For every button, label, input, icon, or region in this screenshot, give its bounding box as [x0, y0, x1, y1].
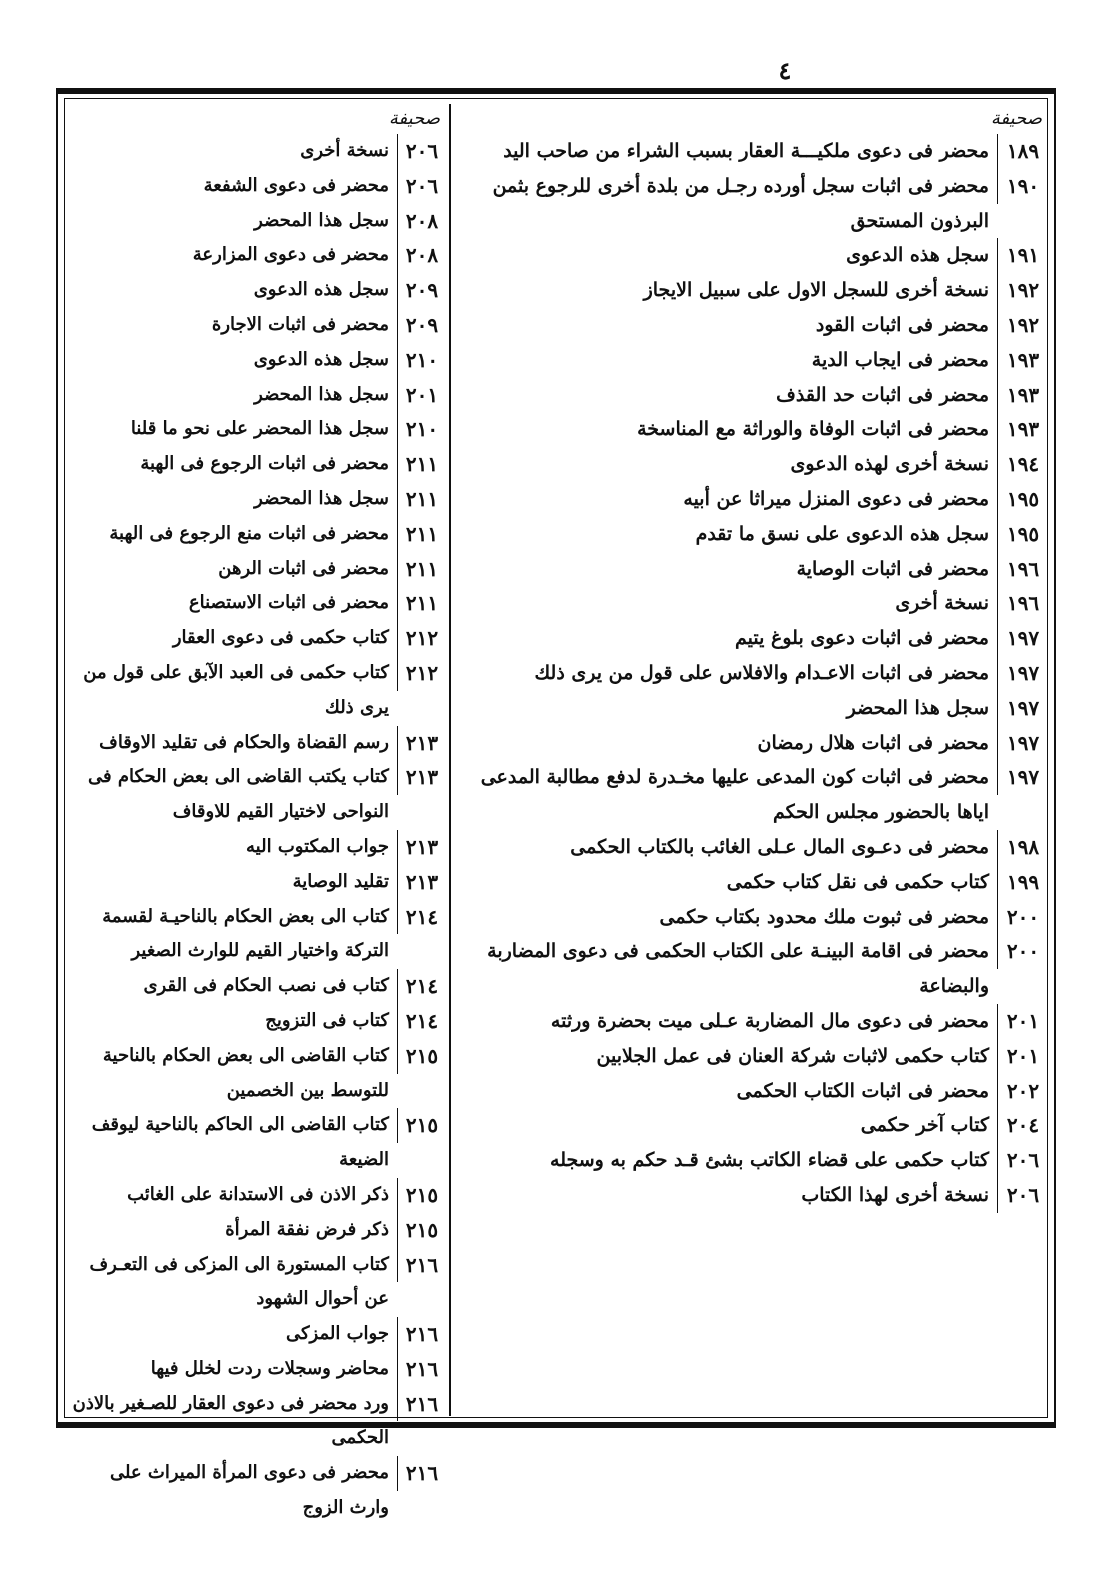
entry-page-number: ٢١١	[397, 482, 446, 517]
toc-entry	[456, 273, 1048, 308]
entry-page-number: ٢١٦	[397, 1387, 446, 1422]
toc-entry	[456, 134, 1048, 169]
toc-entry	[456, 1143, 1048, 1178]
entry-title: محضر فى دعوى الشفعة	[203, 174, 389, 196]
entry-page-number: ٢١٥	[397, 1108, 446, 1143]
entry-page-number: ٢١٢	[397, 621, 446, 656]
entry-title: ورد محضر فى دعوى العقار للصـغير بالاذن الحكمى	[72, 1392, 389, 1449]
entry-title: محضر فى اثبات الرهن	[218, 557, 389, 579]
toc-entry	[456, 169, 1048, 239]
entry-title: محضر فى اثبات كون المدعى عليها مخـدرة لدفع مطالبة المدعى اياها بالحضور مجلس الحكم	[480, 766, 989, 824]
entry-title: سجل هذه الدعوى	[846, 244, 989, 267]
entry-page-number: ٢٠٤	[997, 1108, 1048, 1143]
entry-page-number: ٢١٤	[397, 900, 446, 935]
entry-page-number: ٢٠٦	[397, 134, 446, 169]
toc-entry	[66, 1178, 446, 1213]
toc-entry	[66, 238, 446, 273]
toc-entry	[66, 169, 446, 204]
toc-entry	[456, 1074, 1048, 1109]
toc-entry	[66, 1248, 446, 1318]
toc-entry	[66, 1317, 446, 1352]
entry-page-number: ١٩٧	[997, 656, 1048, 691]
toc-entry	[456, 691, 1048, 726]
entry-title: محضر فى دعـوى المال عـلى الغائب بالكتاب الحكمى	[570, 835, 989, 858]
entry-title: نسخة أخرى	[300, 140, 389, 161]
entry-page-number: ١٩٧	[997, 621, 1048, 656]
entry-title: محضر فى دعوى المرأة الميراث على وارث الزوج	[109, 1462, 389, 1519]
entry-page-number: ١٨٩	[997, 134, 1048, 169]
entry-page-number: ٢١١	[397, 517, 446, 552]
entry-title: كتاب آخر حكمى	[860, 1114, 989, 1137]
entry-page-number: ١٩٥	[997, 517, 1048, 552]
entry-page-number: ٢١٠	[397, 343, 446, 378]
entry-page-number: ١٩٠	[997, 169, 1048, 204]
toc-entry	[456, 482, 1048, 517]
entry-page-number: ٢٠٩	[397, 273, 446, 308]
toc-entry	[456, 1108, 1048, 1143]
entry-title: كتاب يكتب القاضى الى بعض الحكام فى النواحى لاختيار القيم للاوقاف	[88, 766, 389, 823]
entry-title: سجل هذا المحضر	[254, 383, 389, 405]
toc-entry	[66, 865, 446, 900]
entry-page-number: ٢٠١	[997, 1039, 1048, 1074]
entry-title: كتاب حكمى فى نقل كتاب حكمى	[726, 870, 989, 893]
toc-entry	[66, 621, 446, 656]
toc-entry	[66, 308, 446, 343]
toc-entry	[456, 900, 1048, 935]
entry-title: محضر فى اثبات سجل أورده رجـل من بلدة أخرى للرجوع بثمن البرذون المستحق	[492, 174, 989, 232]
toc-entry	[456, 447, 1048, 482]
entry-page-number: ٢٠٠	[997, 900, 1048, 935]
entry-title: سجل هذا المحضر	[254, 487, 389, 509]
entry-title: كتاب حكمى فى العبد الآبق على قول من يرى ذلك	[83, 661, 389, 718]
toc-entry	[456, 308, 1048, 343]
entry-title: كتاب حكمى على قضاء الكاتب بشئ قـد حكم به وسجله	[550, 1149, 989, 1172]
entry-page-number: ١٩٧	[997, 691, 1048, 726]
entry-title: نسخة أخرى لهذا الكتاب	[801, 1183, 989, 1206]
entry-page-number: ٢١٤	[397, 969, 446, 1004]
toc-entry	[66, 1039, 446, 1109]
entry-title: سجل هذه الدعوى	[253, 348, 389, 370]
toc-entry	[66, 378, 446, 413]
toc-entry	[456, 552, 1048, 587]
entry-page-number: ٢٠١	[397, 378, 446, 413]
entry-page-number: ١٩٣	[997, 378, 1048, 413]
entry-title: محضر فى اثبات الوفاة والوراثة مع المناسخة	[637, 418, 989, 441]
toc-entry	[456, 343, 1048, 378]
toc-entry	[66, 969, 446, 1004]
toc-entry	[66, 447, 446, 482]
toc-entry	[456, 760, 1048, 830]
entry-page-number: ٢٠٢	[997, 1074, 1048, 1109]
toc-entry	[66, 134, 446, 169]
entry-page-number: ١٩٥	[997, 482, 1048, 517]
entry-page-number: ١٩٩	[997, 865, 1048, 900]
toc-entry	[456, 1039, 1048, 1074]
entry-title: محضر فى اثبات الاجارة	[211, 313, 389, 335]
entry-page-number: ٢١٣	[397, 865, 446, 900]
entry-title: محضر فى اثبات الاعـدام والافلاس على قول من يرى ذلك	[534, 661, 989, 684]
entry-title: جواب المزكى	[285, 1323, 389, 1345]
entry-page-number: ٢٠٦	[997, 1178, 1048, 1213]
entry-title: محضر فى اثبات منع الرجوع فى الهبة	[109, 522, 389, 544]
toc-entry	[66, 1108, 446, 1178]
toc-entry	[66, 552, 446, 587]
entry-title: ذكر الاذن فى الاستدانة على الغائب	[127, 1183, 389, 1205]
entry-title: محضر فى ثبوت ملك محدود بكتاب حكمى	[659, 905, 989, 928]
toc-entry	[66, 656, 446, 726]
entry-title: كتاب القاضى الى الحاكم بالناحية ليوقف الضيعة	[91, 1114, 389, 1171]
toc-entry	[456, 238, 1048, 273]
entry-page-number: ٢١٥	[397, 1178, 446, 1213]
entry-page-number: ١٩٢	[997, 273, 1048, 308]
toc-entry	[456, 1178, 1048, 1213]
toc-entry	[456, 934, 1048, 1004]
toc-entry	[456, 586, 1048, 621]
toc-entry	[66, 1352, 446, 1387]
entry-page-number: ٢٠٦	[997, 1143, 1048, 1178]
entry-page-number: ٢١١	[397, 586, 446, 621]
entry-title: سجل هذا المحضر	[846, 696, 989, 719]
column-header: صحيفة	[990, 108, 1042, 129]
entry-title: محضر فى اثبات القود	[815, 313, 989, 336]
toc-entry	[66, 1387, 446, 1457]
toc-entry	[66, 517, 446, 552]
column-divider	[449, 104, 451, 1416]
entry-page-number: ١٩٤	[997, 447, 1048, 482]
toc-entry	[456, 412, 1048, 447]
entry-page-number: ٢١٦	[397, 1248, 446, 1283]
entry-title: سجل هذه الدعوى	[253, 279, 389, 301]
toc-entry	[66, 1213, 446, 1248]
entry-title: كتاب القاضى الى بعض الحكام بالناحية للتوسط بين الخصمين	[102, 1044, 389, 1101]
entry-page-number: ١٩٧	[997, 760, 1048, 795]
toc-entry	[66, 726, 446, 761]
entry-title: كتاب المستورة الى المزكى فى التعـرف عن أحوال الشهود	[89, 1253, 389, 1310]
toc-entry	[456, 378, 1048, 413]
column-header: صحيفة	[388, 108, 440, 129]
toc-entry	[456, 830, 1048, 865]
entry-title: محضر فى اثبات هلال رمضان	[757, 731, 989, 754]
entry-page-number: ٢١٤	[397, 1004, 446, 1039]
right-entries	[456, 134, 1048, 1213]
entry-page-number: ١٩٦	[997, 552, 1048, 587]
entry-page-number: ١٩٧	[997, 726, 1048, 761]
entry-title: محضر فى دعوى ملكيـــة العقار بسبب الشراء من صاحب اليد	[503, 140, 989, 162]
toc-entry	[66, 1004, 446, 1039]
entry-title: جواب المكتوب اليه	[246, 835, 389, 857]
entry-page-number: ١٩٨	[997, 830, 1048, 865]
entry-page-number: ٢١٦	[397, 1352, 446, 1387]
left-entries	[66, 134, 446, 1526]
toc-entry	[66, 1456, 446, 1526]
toc-entry	[66, 204, 446, 239]
entry-page-number: ٢١٠	[397, 412, 446, 447]
toc-entry	[456, 726, 1048, 761]
toc-entry	[66, 586, 446, 621]
entry-page-number: ٢١٣	[397, 760, 446, 795]
entry-page-number: ٢١٦	[397, 1456, 446, 1491]
entry-page-number: ٢١٣	[397, 726, 446, 761]
entry-page-number: ٢١٥	[397, 1213, 446, 1248]
toc-entry	[66, 830, 446, 865]
toc-entry	[66, 412, 446, 447]
entry-title: رسم القضاة والحكام فى تقليد الاوقاف	[99, 731, 389, 753]
entry-title: نسخة أخرى لهذه الدعوى	[790, 453, 989, 476]
entry-title: محضر فى دعوى مال المضاربة عـلى ميت بحضرة ورثته	[550, 1009, 989, 1032]
toc-entry	[456, 621, 1048, 656]
entry-page-number: ٢١٦	[397, 1317, 446, 1352]
entry-title: محضر فى اثبات الوصاية	[796, 557, 989, 580]
entry-page-number: ٢١٥	[397, 1039, 446, 1074]
toc-entry	[456, 656, 1048, 691]
entry-page-number: ٢٠٦	[397, 169, 446, 204]
entry-title: محضر فى دعوى المنزل ميراثا عن أبيه	[683, 487, 989, 510]
toc-entry	[66, 343, 446, 378]
entry-title: ذكر فرض نفقة المرأة	[225, 1218, 389, 1240]
toc-entry	[456, 517, 1048, 552]
entry-page-number: ٢١٢	[397, 656, 446, 691]
entry-title: نسخة أخرى	[895, 592, 989, 615]
entry-page-number: ٢٠٨	[397, 204, 446, 239]
entry-title: محضر فى اثبات الاستصناع	[188, 592, 389, 614]
entry-page-number: ٢٠٨	[397, 238, 446, 273]
entry-page-number: ١٩٢	[997, 308, 1048, 343]
entry-page-number: ٢١٣	[397, 830, 446, 865]
entry-title: محضر فى ايجاب الدية	[811, 348, 989, 371]
entry-title: كتاب فى التزويج	[265, 1009, 389, 1031]
toc-entry	[456, 865, 1048, 900]
toc-entry	[66, 760, 446, 830]
entry-page-number: ٢٠٠	[997, 934, 1048, 969]
entry-title: سجل هذا المحضر على نحو ما قلنا	[130, 418, 389, 440]
entry-page-number: ٢٠١	[997, 1004, 1048, 1039]
entry-title: محاضر وسجلات ردت لخلل فيها	[150, 1357, 389, 1379]
entry-page-number: ٢٠٩	[397, 308, 446, 343]
entry-title: كتاب الى بعض الحكام بالناحيـة لقسمة التركة واختيار القيم للوارث الصغير	[102, 905, 389, 962]
entry-page-number: ١٩٣	[997, 412, 1048, 447]
entry-title: نسخة أخرى للسجل الاول على سبيل الايجاز	[643, 279, 989, 302]
entry-title: سجل هذا المحضر	[254, 209, 389, 231]
left-column	[66, 104, 446, 1526]
entry-title: محضر فى اقامة البينـة على الكتاب الحكمى فى دعوى المضاربة والبضاعة	[487, 940, 989, 998]
entry-title: محضر فى اثبات الكتاب الحكمى	[736, 1079, 989, 1102]
entry-title: تقليد الوصاية	[292, 870, 389, 892]
entry-page-number: ١٩٦	[997, 586, 1048, 621]
toc-entry	[456, 1004, 1048, 1039]
entry-title: محضر فى دعوى المزارعة	[192, 244, 389, 266]
entry-page-number: ٢١١	[397, 552, 446, 587]
entry-page-number: ١٩٣	[997, 343, 1048, 378]
toc-entry	[66, 900, 446, 970]
entry-title: كتاب حكمى فى دعوى العقار	[172, 627, 389, 649]
toc-entry	[66, 273, 446, 308]
entry-title: سجل هذه الدعوى على نسق ما تقدم	[695, 522, 989, 545]
entry-title: محضر فى اثبات حد القذف	[776, 383, 989, 406]
right-column	[456, 104, 1048, 1213]
toc-entry	[66, 482, 446, 517]
entry-title: محضر فى اثبات دعوى بلوغ يتيم	[735, 627, 989, 650]
entry-page-number: ٢١١	[397, 447, 446, 482]
entry-page-number: ١٩١	[997, 238, 1048, 273]
page-number: ٤	[778, 56, 792, 85]
entry-title: كتاب حكمى لاثبات شركة العنان فى عمل الجلابين	[596, 1044, 989, 1067]
entry-title: كتاب فى نصب الحكام فى القرى	[143, 975, 389, 997]
entry-title: محضر فى اثبات الرجوع فى الهبة	[140, 453, 389, 475]
